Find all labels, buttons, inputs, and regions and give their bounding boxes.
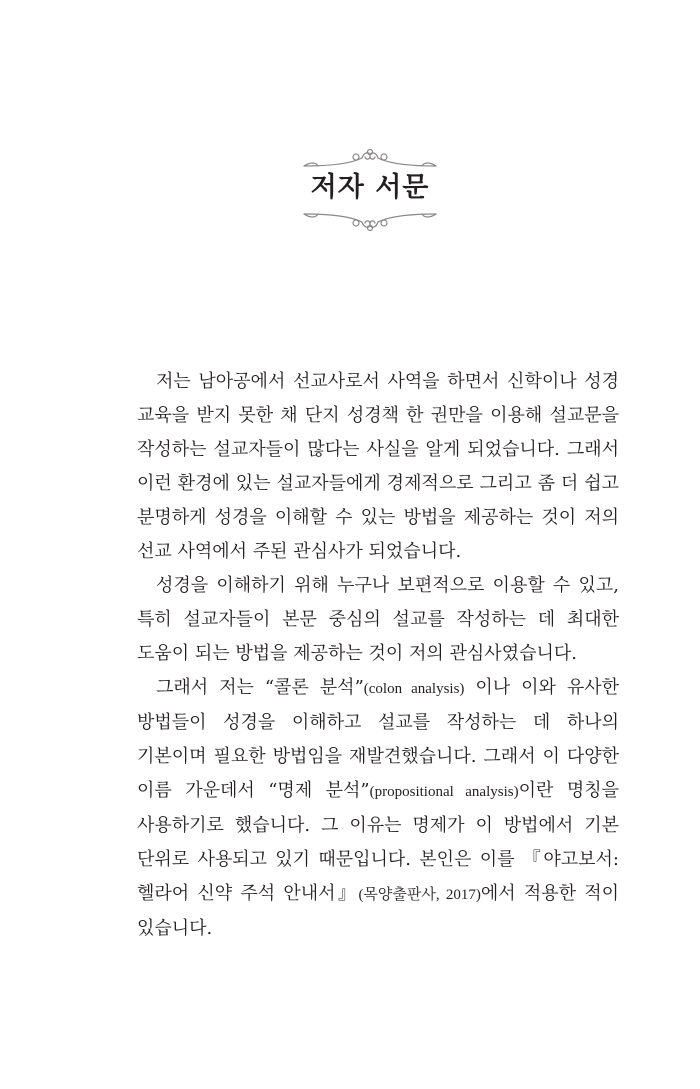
paragraph-1: 저는 남아공에서 선교사로서 사역을 하면서 신학이나 성경 교육을 받지 못한 채 단지 성경책 한 권만을 이용해 설교문을 작성하는 설교자들이 많다는 사실을 알게 되었습니다. 그래서 이런 환경에 있는 설교자들에게 경제적으로 그리고 좀 더 쉽고 분명하게 성경을 이해할 수 있는 방법을 제공하는 것이 저의 선교 사역에서 주된 관심사가 되었습니다. xyxy=(137,371,619,562)
paragraph-2: 성경을 이해하기 위해 누구나 보편적으로 이용할 수 있고, 특히 설교자들이 본문 중심의 설교를 작성하는 데 최대한 도움이 되는 방법을 제공하는 것이 저의 관심사였습니다. xyxy=(137,575,619,664)
flourish-bottom-svg xyxy=(300,208,440,232)
paragraph-3-text-b: 이나 이와 유사한 방법들이 성경을 이해하고 설교를 작성하는 데 하나의 기본이며 필요한 방법임을 재발견했습니다. 그래서 이 다양한 이름 가운데서 “명제 분석” xyxy=(137,677,620,801)
flourish-top-svg xyxy=(300,148,440,172)
paragraph-3-text-c: 이란 명칭을 사용하기로 했습니다. 그 이유는 명제가 이 방법에서 기본 단위로 사용되고 있기 때문입니다. 본인은 이를 『야고보서: 헬라어 신약 주석 안내서』 xyxy=(137,780,619,904)
preface-body xyxy=(137,365,619,946)
top-flourish-ornament xyxy=(300,148,440,172)
paragraph-3-text-d: 에서 적용한 적이 있습니다. xyxy=(137,883,619,939)
bottom-flourish-ornament xyxy=(300,208,440,232)
paragraph-3-propositional-analysis: (propositional analysis) xyxy=(369,784,519,800)
paragraph-3-colon-analysis: (colon analysis) xyxy=(363,681,465,697)
paragraph-3 xyxy=(137,671,619,946)
page-title: 저자 서문 xyxy=(310,172,430,203)
paragraph-3-publisher-note: (목양출판사, 2017) xyxy=(358,887,481,903)
paragraph-3-text-a: 그래서 저는 “콜론 분석” xyxy=(156,677,364,698)
